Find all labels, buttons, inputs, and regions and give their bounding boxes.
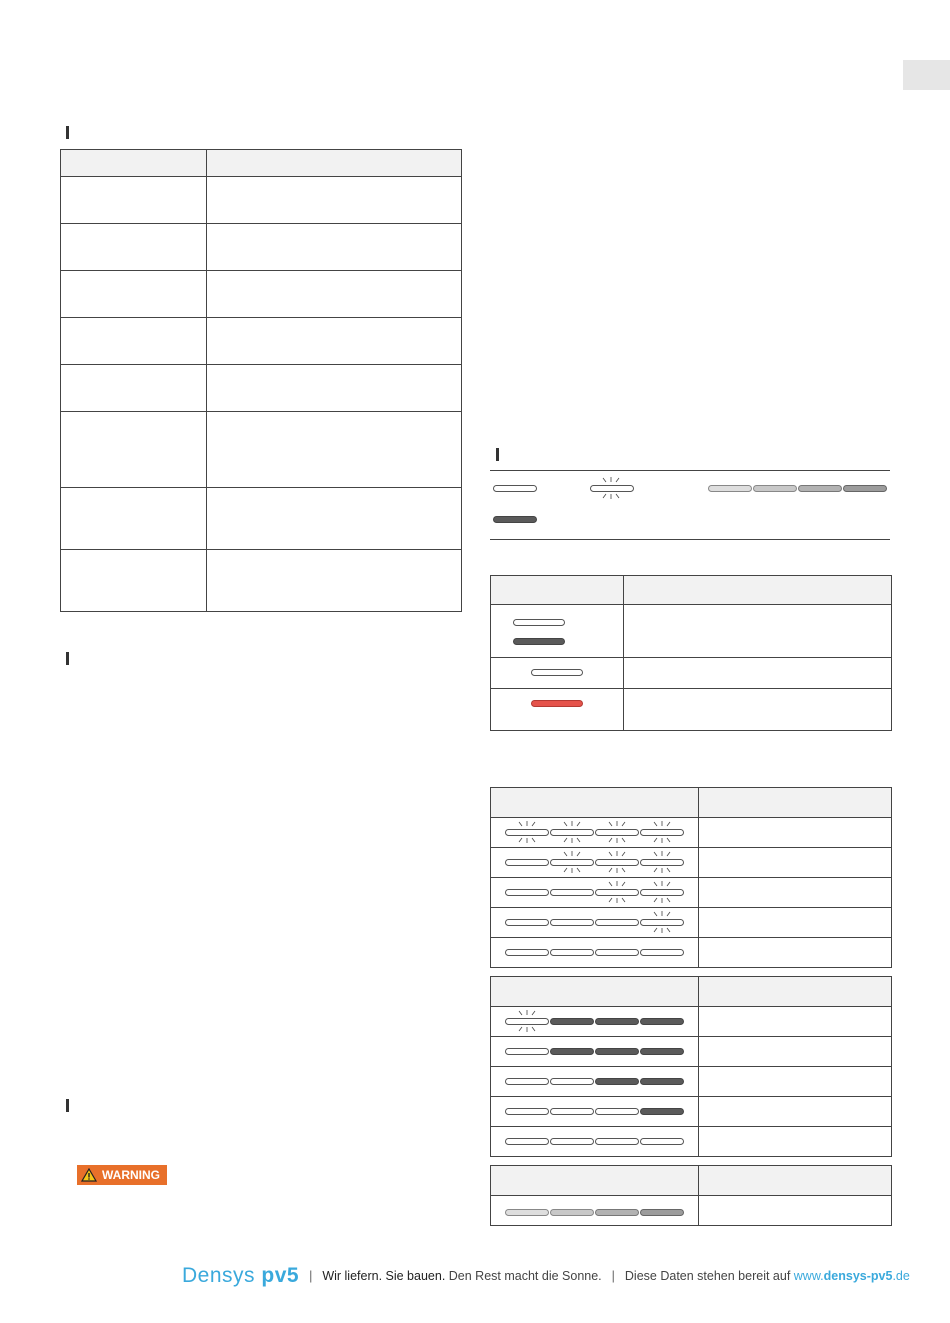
led-segment bbox=[505, 1078, 549, 1085]
section-marker-3 bbox=[66, 1099, 69, 1112]
legend-led-shade-3 bbox=[798, 485, 842, 492]
led-segment bbox=[595, 1078, 639, 1085]
section-marker-1 bbox=[66, 126, 69, 139]
led-segment bbox=[550, 859, 594, 866]
status-led-white bbox=[531, 669, 583, 676]
header-cell bbox=[699, 788, 892, 818]
table-row bbox=[61, 224, 462, 271]
footer-slogan-bold: Wir liefern. Sie bauen. bbox=[322, 1269, 446, 1283]
table-header-row bbox=[491, 576, 892, 605]
section-marker-2 bbox=[66, 652, 69, 665]
warning-label: WARNING bbox=[102, 1168, 160, 1182]
led-segment bbox=[595, 1018, 639, 1025]
footer-url-link[interactable] bbox=[794, 1269, 910, 1283]
led-segment bbox=[640, 949, 684, 956]
brand-main: Densys bbox=[182, 1264, 256, 1287]
table-row bbox=[61, 177, 462, 224]
header-cell bbox=[207, 150, 462, 177]
led-segment bbox=[595, 889, 639, 896]
footer-separator: | bbox=[309, 1269, 313, 1283]
led-segment bbox=[640, 859, 684, 866]
table-header-row bbox=[491, 788, 892, 818]
table-row bbox=[61, 550, 462, 612]
table-cell bbox=[207, 488, 462, 550]
footer-data-text: Diese Daten stehen bereit auf bbox=[624, 1269, 791, 1283]
table-cell bbox=[699, 878, 892, 908]
legend-led-off bbox=[493, 485, 537, 492]
led-segment bbox=[550, 949, 594, 956]
legend-led-shade-4 bbox=[843, 485, 887, 492]
shade-led-4 bbox=[640, 1209, 684, 1216]
table-row bbox=[61, 365, 462, 412]
table-row bbox=[61, 488, 462, 550]
table-cell bbox=[624, 605, 892, 658]
header-cell bbox=[491, 576, 624, 605]
table-cell bbox=[491, 605, 624, 658]
table-cell bbox=[699, 1196, 892, 1226]
footer bbox=[176, 1258, 910, 1294]
led-segment bbox=[505, 889, 549, 896]
header-cell bbox=[61, 150, 207, 177]
table-cell bbox=[61, 365, 207, 412]
led-segment bbox=[550, 889, 594, 896]
led-segment bbox=[595, 1108, 639, 1115]
table-cell bbox=[699, 938, 892, 968]
section-marker-legend bbox=[496, 448, 499, 461]
status-led-dark bbox=[513, 638, 565, 645]
table-header-row bbox=[491, 1166, 892, 1196]
footer-slogan-rest: Den Rest macht die Sonne. bbox=[448, 1269, 602, 1283]
table-cell bbox=[699, 1037, 892, 1067]
table-cell bbox=[699, 1067, 892, 1097]
table-row bbox=[491, 605, 892, 658]
table-cell bbox=[61, 488, 207, 550]
legend-led-on bbox=[493, 516, 537, 523]
table-cell bbox=[699, 818, 892, 848]
header-cell bbox=[491, 1166, 699, 1196]
table-header-row bbox=[491, 977, 892, 1007]
table-row bbox=[61, 271, 462, 318]
warning-triangle-icon bbox=[81, 1168, 97, 1182]
led-segment bbox=[640, 1138, 684, 1145]
table-cell bbox=[207, 224, 462, 271]
warning-badge bbox=[77, 1165, 167, 1185]
table-cell bbox=[699, 1097, 892, 1127]
table-cell bbox=[624, 689, 892, 731]
led-segment bbox=[550, 919, 594, 926]
brand-accent: pv5 bbox=[261, 1264, 300, 1287]
discharge-table bbox=[490, 976, 892, 1157]
led-segment bbox=[640, 1018, 684, 1025]
shade-table bbox=[490, 1165, 892, 1226]
led-segment bbox=[505, 1018, 549, 1025]
status-led-red bbox=[531, 700, 583, 707]
legend-led-shade-1 bbox=[708, 485, 752, 492]
url-tld: .de bbox=[892, 1269, 910, 1283]
led-segment bbox=[550, 829, 594, 836]
shade-led-3 bbox=[595, 1209, 639, 1216]
table-cell bbox=[699, 908, 892, 938]
table-cell bbox=[207, 412, 462, 488]
table-cell bbox=[207, 550, 462, 612]
table-row bbox=[61, 318, 462, 365]
shade-led-1 bbox=[505, 1209, 549, 1216]
legend-led-blinking bbox=[590, 485, 634, 492]
led-segment bbox=[595, 859, 639, 866]
charge-table bbox=[490, 787, 892, 968]
led-segment bbox=[595, 1048, 639, 1055]
status-led-white bbox=[513, 619, 565, 626]
led-segment bbox=[505, 1048, 549, 1055]
header-cell bbox=[699, 977, 892, 1007]
table-cell bbox=[699, 1007, 892, 1037]
led-segment bbox=[640, 919, 684, 926]
table-cell bbox=[624, 658, 892, 689]
led-segment bbox=[640, 829, 684, 836]
led-segment bbox=[640, 889, 684, 896]
led-segment bbox=[640, 1108, 684, 1115]
led-segment bbox=[505, 949, 549, 956]
table-cell bbox=[491, 689, 624, 731]
table-row bbox=[491, 689, 892, 731]
legend-top-rule bbox=[490, 470, 890, 471]
spec-table bbox=[60, 149, 462, 612]
led-segment bbox=[505, 919, 549, 926]
shade-led-2 bbox=[550, 1209, 594, 1216]
led-segment bbox=[550, 1138, 594, 1145]
header-cell bbox=[624, 576, 892, 605]
led-segment bbox=[505, 1138, 549, 1145]
status-table bbox=[490, 575, 892, 731]
header-cell bbox=[491, 788, 699, 818]
table-cell bbox=[61, 177, 207, 224]
table-cell bbox=[61, 271, 207, 318]
page-tab-marker bbox=[903, 60, 950, 90]
brand-logo-text bbox=[182, 1264, 299, 1288]
table-cell bbox=[61, 224, 207, 271]
led-segment bbox=[640, 1048, 684, 1055]
url-prefix: www. bbox=[793, 1269, 824, 1283]
led-segment bbox=[595, 949, 639, 956]
table-cell bbox=[61, 412, 207, 488]
led-segment bbox=[550, 1078, 594, 1085]
table-cell bbox=[699, 848, 892, 878]
table-cell bbox=[207, 318, 462, 365]
led-segment bbox=[595, 829, 639, 836]
led-segment bbox=[595, 919, 639, 926]
table-cell bbox=[61, 318, 207, 365]
led-segment bbox=[505, 829, 549, 836]
legend-bottom-rule bbox=[490, 539, 890, 540]
footer-separator: | bbox=[611, 1269, 615, 1283]
table-header-row bbox=[61, 150, 462, 177]
led-segment bbox=[640, 1078, 684, 1085]
url-domain: densys-pv5 bbox=[823, 1269, 893, 1283]
table-cell bbox=[207, 177, 462, 224]
table-cell bbox=[207, 271, 462, 318]
led-segment bbox=[595, 1138, 639, 1145]
led-segment bbox=[550, 1108, 594, 1115]
table-cell bbox=[61, 550, 207, 612]
header-cell bbox=[699, 1166, 892, 1196]
table-cell bbox=[207, 365, 462, 412]
legend-led-shade-2 bbox=[753, 485, 797, 492]
table-row bbox=[61, 412, 462, 488]
led-segment bbox=[550, 1048, 594, 1055]
led-segment bbox=[505, 1108, 549, 1115]
led-segment bbox=[550, 1018, 594, 1025]
table-cell bbox=[699, 1127, 892, 1157]
header-cell bbox=[491, 977, 699, 1007]
led-segment bbox=[505, 859, 549, 866]
